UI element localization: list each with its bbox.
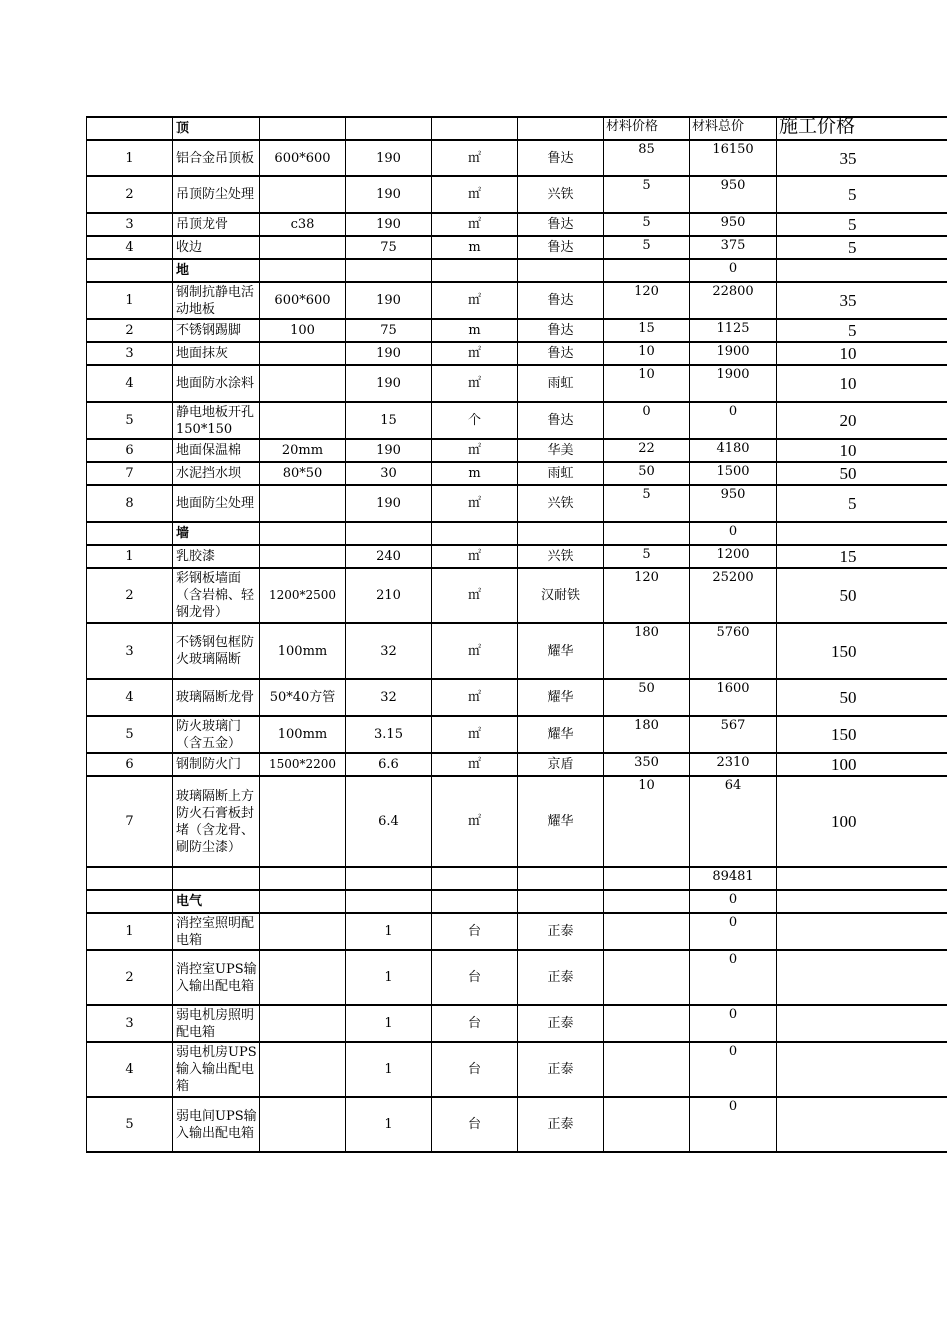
row-number: 2 xyxy=(87,950,173,1005)
material-total: 0 xyxy=(690,890,777,913)
item-name: 水泥挡水坝 xyxy=(173,462,260,485)
material-price: 50 xyxy=(604,462,690,485)
construction-price xyxy=(777,913,947,950)
item-quantity: 1 xyxy=(346,1005,432,1042)
item-spec: 600*600 xyxy=(260,140,346,176)
material-price xyxy=(604,522,690,545)
material-total: 950 xyxy=(690,485,777,522)
material-price: 350 xyxy=(604,753,690,776)
item-brand: 华美 xyxy=(518,439,604,462)
construction-price xyxy=(777,950,947,1005)
item-unit: ㎡ xyxy=(432,545,518,568)
item-name: 电气 xyxy=(173,890,260,913)
item-spec: 600*600 xyxy=(260,282,346,319)
table-row xyxy=(87,1042,947,1097)
material-total: 1200 xyxy=(690,545,777,568)
item-spec xyxy=(260,913,346,950)
item-name: 防火玻璃门（含五金） xyxy=(173,716,260,753)
item-spec xyxy=(260,485,346,522)
table-row xyxy=(87,236,947,259)
material-total: 567 xyxy=(690,716,777,753)
table-row xyxy=(87,439,947,462)
row-number: 8 xyxy=(87,485,173,522)
item-quantity: 240 xyxy=(346,545,432,568)
material-price: 10 xyxy=(604,365,690,402)
item-spec: 20mm xyxy=(260,439,346,462)
construction-price: 20 xyxy=(839,411,857,430)
construction-price xyxy=(777,1097,947,1152)
construction-price: 10 xyxy=(839,441,857,460)
item-brand: 汉耐铁 xyxy=(518,568,604,623)
material-price: 10 xyxy=(604,776,690,867)
item-spec xyxy=(260,236,346,259)
item-name: 乳胶漆 xyxy=(173,545,260,568)
material-total: 1125 xyxy=(690,319,777,342)
item-brand: 正泰 xyxy=(518,1005,604,1042)
item-quantity: 190 xyxy=(346,439,432,462)
material-total: 25200 xyxy=(690,568,777,623)
item-quantity: 32 xyxy=(346,623,432,679)
material-price: 85 xyxy=(604,140,690,176)
item-brand: 雨虹 xyxy=(518,462,604,485)
header-construction-price: 施工价格 xyxy=(779,116,856,137)
item-brand xyxy=(518,867,604,890)
item-unit: m xyxy=(432,462,518,485)
table-row xyxy=(87,913,947,950)
table-row xyxy=(87,568,947,623)
table-row xyxy=(87,753,947,776)
row-number: 3 xyxy=(87,623,173,679)
section-row xyxy=(87,259,947,282)
item-spec xyxy=(260,1005,346,1042)
item-spec xyxy=(260,776,346,867)
row-number: 4 xyxy=(87,1042,173,1097)
material-total: 0 xyxy=(690,1042,777,1097)
row-number: 1 xyxy=(87,545,173,568)
table-row xyxy=(87,213,947,236)
item-quantity: 30 xyxy=(346,462,432,485)
row-number: 2 xyxy=(87,319,173,342)
material-price: 50 xyxy=(604,679,690,716)
table-row xyxy=(87,1097,947,1152)
item-name: 不锈钢踢脚 xyxy=(173,319,260,342)
item-unit: ㎡ xyxy=(432,140,518,176)
row-number: 6 xyxy=(87,753,173,776)
item-name: 不锈钢包框防火玻璃隔断 xyxy=(173,623,260,679)
item-brand: 鲁达 xyxy=(518,213,604,236)
material-price xyxy=(604,913,690,950)
item-name: 钢制抗静电活动地板 xyxy=(173,282,260,319)
item-quantity: 1 xyxy=(346,913,432,950)
table-row xyxy=(87,342,947,365)
table-row xyxy=(87,716,947,753)
item-quantity: 15 xyxy=(346,402,432,439)
construction-price xyxy=(777,1005,947,1042)
table-row xyxy=(87,623,947,679)
item-unit: ㎡ xyxy=(432,716,518,753)
item-spec: 100mm xyxy=(260,716,346,753)
item-unit: ㎡ xyxy=(432,342,518,365)
table-row xyxy=(87,950,947,1005)
cell xyxy=(518,117,604,140)
material-total: 5760 xyxy=(690,623,777,679)
item-brand: 耀华 xyxy=(518,679,604,716)
item-brand: 雨虹 xyxy=(518,365,604,402)
construction-price xyxy=(777,1042,947,1097)
cell xyxy=(432,117,518,140)
row-number xyxy=(87,867,173,890)
quote-table xyxy=(86,116,947,1153)
item-quantity: 190 xyxy=(346,140,432,176)
item-spec xyxy=(260,522,346,545)
item-unit: m xyxy=(432,236,518,259)
table-row xyxy=(87,776,947,867)
table-row xyxy=(87,1005,947,1042)
material-price: 120 xyxy=(604,282,690,319)
item-quantity: 190 xyxy=(346,485,432,522)
material-total: 0 xyxy=(690,259,777,282)
item-quantity: 3.15 xyxy=(346,716,432,753)
section-title-top: 顶 xyxy=(173,117,260,140)
item-unit: ㎡ xyxy=(432,485,518,522)
construction-price xyxy=(777,890,947,913)
table-row xyxy=(87,140,947,176)
construction-price: 15 xyxy=(839,547,857,566)
table-row xyxy=(87,365,947,402)
material-total: 16150 xyxy=(690,140,777,176)
row-number xyxy=(87,890,173,913)
section-row xyxy=(87,522,947,545)
item-name: 弱电机房UPS输入输出配电箱 xyxy=(173,1042,260,1097)
row-number: 2 xyxy=(87,176,173,213)
construction-price: 5 xyxy=(848,238,857,257)
row-number: 7 xyxy=(87,776,173,867)
item-unit: 台 xyxy=(432,1097,518,1152)
item-quantity xyxy=(346,890,432,913)
material-total: 375 xyxy=(690,236,777,259)
item-spec xyxy=(260,402,346,439)
row-number: 4 xyxy=(87,236,173,259)
item-quantity: 75 xyxy=(346,236,432,259)
item-brand: 京盾 xyxy=(518,753,604,776)
material-price: 22 xyxy=(604,439,690,462)
row-number: 5 xyxy=(87,716,173,753)
item-brand: 鲁达 xyxy=(518,236,604,259)
item-spec: 100mm xyxy=(260,623,346,679)
item-name xyxy=(173,867,260,890)
item-name: 铝合金吊顶板 xyxy=(173,140,260,176)
item-brand: 兴铁 xyxy=(518,485,604,522)
material-total: 0 xyxy=(690,1097,777,1152)
item-spec xyxy=(260,545,346,568)
construction-price: 5 xyxy=(848,215,857,234)
item-brand: 鲁达 xyxy=(518,319,604,342)
item-quantity: 190 xyxy=(346,176,432,213)
construction-price: 50 xyxy=(839,688,857,707)
item-unit: ㎡ xyxy=(432,365,518,402)
item-spec: 80*50 xyxy=(260,462,346,485)
row-number xyxy=(87,522,173,545)
cell xyxy=(260,117,346,140)
table-row xyxy=(87,545,947,568)
item-spec xyxy=(260,950,346,1005)
item-unit: ㎡ xyxy=(432,568,518,623)
construction-price: 5 xyxy=(848,185,857,204)
construction-price xyxy=(777,867,947,890)
item-name: 墙 xyxy=(173,522,260,545)
item-spec: 1200*2500 xyxy=(260,568,346,623)
construction-price: 35 xyxy=(839,291,857,310)
item-quantity: 1 xyxy=(346,1042,432,1097)
item-unit: ㎡ xyxy=(432,753,518,776)
section-row xyxy=(87,890,947,913)
item-unit: ㎡ xyxy=(432,623,518,679)
item-name: 地面保温棉 xyxy=(173,439,260,462)
item-spec xyxy=(260,259,346,282)
item-name: 玻璃隔断上方防火石膏板封堵（含龙骨、刷防尘漆） xyxy=(173,776,260,867)
material-price: 5 xyxy=(604,236,690,259)
material-price xyxy=(604,890,690,913)
table-row xyxy=(87,319,947,342)
item-brand xyxy=(518,890,604,913)
item-unit xyxy=(432,259,518,282)
item-brand xyxy=(518,522,604,545)
row-number: 4 xyxy=(87,679,173,716)
item-spec: 1500*2200 xyxy=(260,753,346,776)
construction-price: 100 xyxy=(831,812,857,831)
item-brand: 鲁达 xyxy=(518,140,604,176)
table-row xyxy=(87,282,947,319)
item-spec xyxy=(260,867,346,890)
item-unit: ㎡ xyxy=(432,213,518,236)
item-brand: 耀华 xyxy=(518,716,604,753)
material-total: 1500 xyxy=(690,462,777,485)
item-unit: ㎡ xyxy=(432,776,518,867)
item-name: 收边 xyxy=(173,236,260,259)
material-total: 89481 xyxy=(690,867,777,890)
row-number: 4 xyxy=(87,365,173,402)
material-total: 950 xyxy=(690,176,777,213)
construction-price: 50 xyxy=(839,464,857,483)
construction-price: 10 xyxy=(839,344,857,363)
material-price xyxy=(604,1005,690,1042)
construction-price xyxy=(777,522,947,545)
item-quantity: 6.6 xyxy=(346,753,432,776)
table-row xyxy=(87,402,947,439)
material-total: 0 xyxy=(690,1005,777,1042)
construction-price: 5 xyxy=(848,321,857,340)
item-unit xyxy=(432,890,518,913)
item-quantity xyxy=(346,522,432,545)
construction-price: 50 xyxy=(839,586,857,605)
material-total: 64 xyxy=(690,776,777,867)
item-name: 钢制防火门 xyxy=(173,753,260,776)
item-name: 玻璃隔断龙骨 xyxy=(173,679,260,716)
material-total: 4180 xyxy=(690,439,777,462)
material-price: 5 xyxy=(604,485,690,522)
item-quantity: 1 xyxy=(346,950,432,1005)
row-number: 2 xyxy=(87,568,173,623)
item-unit: 个 xyxy=(432,402,518,439)
item-quantity: 210 xyxy=(346,568,432,623)
item-brand xyxy=(518,259,604,282)
item-name: 地面抹灰 xyxy=(173,342,260,365)
item-name: 吊顶防尘处理 xyxy=(173,176,260,213)
row-number xyxy=(87,259,173,282)
item-brand: 耀华 xyxy=(518,623,604,679)
material-total: 1900 xyxy=(690,365,777,402)
item-quantity: 190 xyxy=(346,365,432,402)
item-unit: 台 xyxy=(432,1042,518,1097)
material-total: 22800 xyxy=(690,282,777,319)
item-brand: 兴铁 xyxy=(518,176,604,213)
material-total: 1900 xyxy=(690,342,777,365)
item-unit: m xyxy=(432,319,518,342)
cell xyxy=(87,117,173,140)
item-brand: 兴铁 xyxy=(518,545,604,568)
item-unit: ㎡ xyxy=(432,679,518,716)
item-unit xyxy=(432,867,518,890)
material-price xyxy=(604,259,690,282)
material-price: 5 xyxy=(604,176,690,213)
item-name: 彩钢板墙面（含岩棉、轻钢龙骨） xyxy=(173,568,260,623)
row-number: 1 xyxy=(87,282,173,319)
item-quantity: 32 xyxy=(346,679,432,716)
item-unit: 台 xyxy=(432,950,518,1005)
material-price: 15 xyxy=(604,319,690,342)
item-quantity xyxy=(346,867,432,890)
item-spec xyxy=(260,1042,346,1097)
construction-price: 5 xyxy=(848,494,857,513)
table-row xyxy=(87,176,947,213)
construction-price: 35 xyxy=(839,148,857,168)
material-price xyxy=(604,867,690,890)
material-price: 180 xyxy=(604,623,690,679)
item-brand: 鲁达 xyxy=(518,282,604,319)
item-spec: c38 xyxy=(260,213,346,236)
item-unit: 台 xyxy=(432,913,518,950)
item-name: 弱电间UPS输入输出配电箱 xyxy=(173,1097,260,1152)
material-price: 120 xyxy=(604,568,690,623)
item-spec xyxy=(260,342,346,365)
row-number: 5 xyxy=(87,402,173,439)
item-brand: 正泰 xyxy=(518,1042,604,1097)
item-spec xyxy=(260,1097,346,1152)
material-total: 0 xyxy=(690,402,777,439)
header-row xyxy=(87,117,947,140)
item-brand: 正泰 xyxy=(518,1097,604,1152)
item-brand: 鲁达 xyxy=(518,402,604,439)
item-unit: ㎡ xyxy=(432,176,518,213)
item-quantity: 1 xyxy=(346,1097,432,1152)
row-number: 7 xyxy=(87,462,173,485)
material-price xyxy=(604,950,690,1005)
material-total: 1600 xyxy=(690,679,777,716)
material-price: 5 xyxy=(604,545,690,568)
material-total: 0 xyxy=(690,913,777,950)
material-total: 950 xyxy=(690,213,777,236)
item-quantity: 190 xyxy=(346,282,432,319)
item-unit: ㎡ xyxy=(432,282,518,319)
item-name: 弱电机房照明配电箱 xyxy=(173,1005,260,1042)
item-brand: 正泰 xyxy=(518,950,604,1005)
item-quantity: 75 xyxy=(346,319,432,342)
material-price: 0 xyxy=(604,402,690,439)
item-name: 静电地板开孔 150*150 xyxy=(173,402,260,439)
item-quantity: 190 xyxy=(346,342,432,365)
item-quantity xyxy=(346,259,432,282)
row-number: 3 xyxy=(87,213,173,236)
row-number: 1 xyxy=(87,913,173,950)
row-number: 6 xyxy=(87,439,173,462)
item-name: 地 xyxy=(173,259,260,282)
construction-price: 150 xyxy=(831,725,857,744)
item-quantity: 6.4 xyxy=(346,776,432,867)
header-material-price: 材料价格 xyxy=(604,117,690,140)
header-material-total: 材料总价 xyxy=(690,117,777,140)
item-quantity: 190 xyxy=(346,213,432,236)
item-spec xyxy=(260,890,346,913)
item-spec xyxy=(260,176,346,213)
item-brand: 正泰 xyxy=(518,913,604,950)
material-price xyxy=(604,1042,690,1097)
item-name: 消控室照明配电箱 xyxy=(173,913,260,950)
row-number: 3 xyxy=(87,342,173,365)
subtotal-row xyxy=(87,867,947,890)
item-spec: 50*40方管 xyxy=(260,679,346,716)
cell xyxy=(346,117,432,140)
construction-price: 150 xyxy=(831,641,857,661)
construction-price: 10 xyxy=(839,374,857,393)
item-unit: 台 xyxy=(432,1005,518,1042)
material-price: 10 xyxy=(604,342,690,365)
item-name: 地面防水涂料 xyxy=(173,365,260,402)
row-number: 1 xyxy=(87,140,173,176)
item-name: 消控室UPS输入输出配电箱 xyxy=(173,950,260,1005)
item-name: 吊顶龙骨 xyxy=(173,213,260,236)
material-price: 5 xyxy=(604,213,690,236)
table-row xyxy=(87,485,947,522)
construction-price: 100 xyxy=(831,755,857,774)
table-row xyxy=(87,679,947,716)
item-name: 地面防尘处理 xyxy=(173,485,260,522)
material-price xyxy=(604,1097,690,1152)
row-number: 5 xyxy=(87,1097,173,1152)
row-number: 3 xyxy=(87,1005,173,1042)
item-unit xyxy=(432,522,518,545)
item-brand: 耀华 xyxy=(518,776,604,867)
material-price: 180 xyxy=(604,716,690,753)
item-spec xyxy=(260,365,346,402)
material-total: 2310 xyxy=(690,753,777,776)
table-row xyxy=(87,462,947,485)
construction-price xyxy=(777,259,947,282)
material-total: 0 xyxy=(690,950,777,1005)
item-brand: 鲁达 xyxy=(518,342,604,365)
item-spec: 100 xyxy=(260,319,346,342)
item-unit: ㎡ xyxy=(432,439,518,462)
material-total: 0 xyxy=(690,522,777,545)
